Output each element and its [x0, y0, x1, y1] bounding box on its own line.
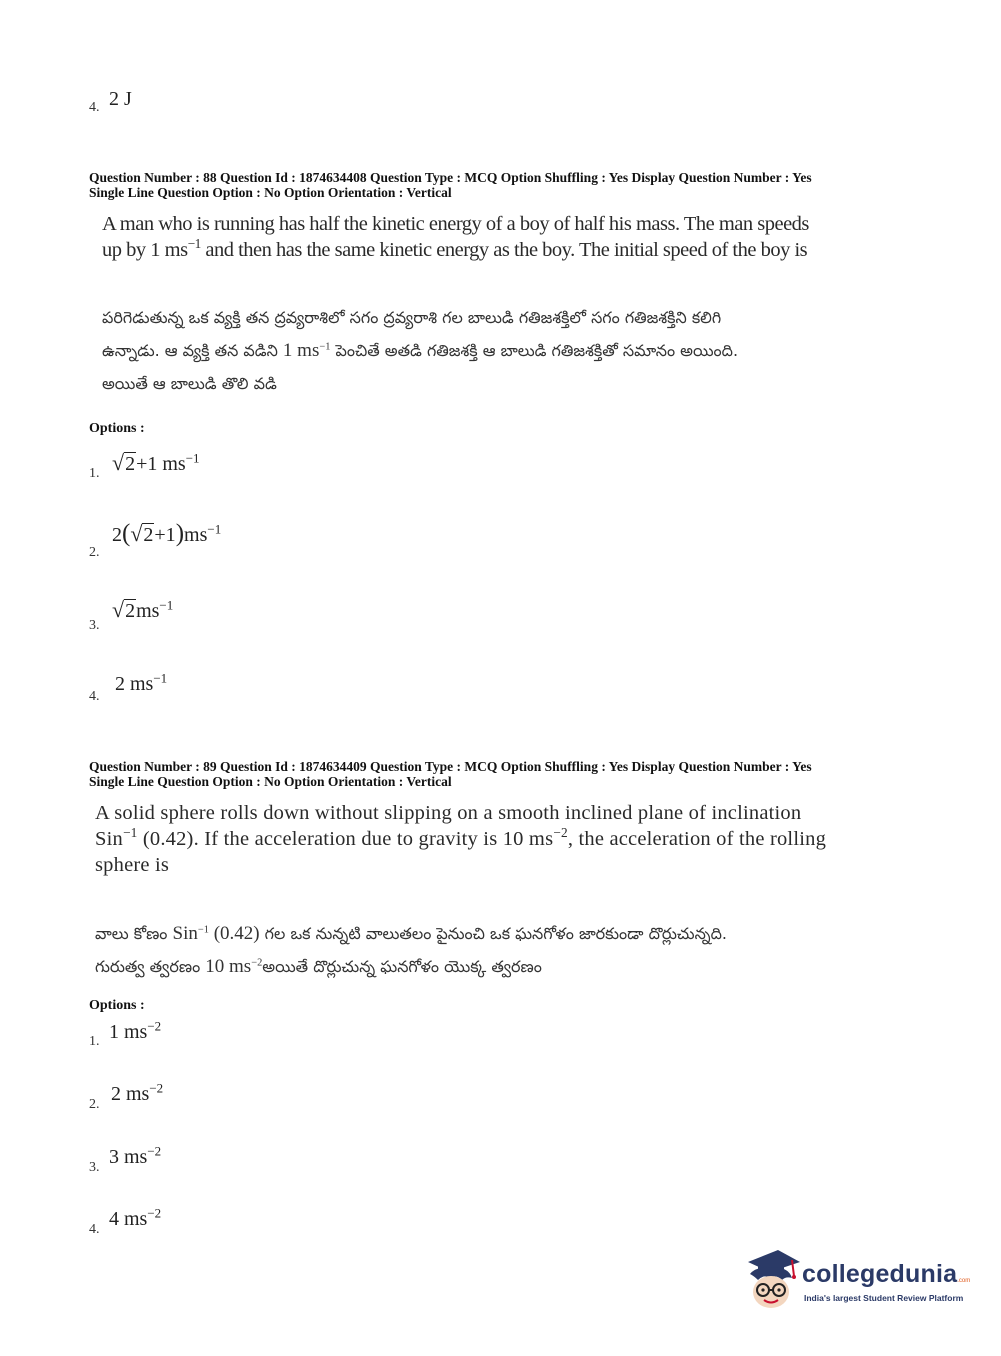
question-line: Sin$^{-1}$ (0.42). If the acceleration due to gravity is 10 $ms^{-2}$, the acceleration of the rolling — [95, 825, 827, 850]
option-number: 1. — [89, 1034, 100, 1049]
question-line: A solid sphere rolls down without slipping on a smooth inclined plane of inclination — [95, 802, 802, 824]
question-line: sphere is — [95, 854, 170, 876]
option-text: 1 $ms^{-2}$ — [109, 1018, 162, 1043]
option-number: 2. — [89, 1097, 100, 1112]
option-text: $√2ms^{-1}$ — [112, 597, 174, 622]
option-number: 3. — [89, 618, 100, 633]
option-number: 3. — [89, 1160, 100, 1175]
option-text: $2(√2+1)ms^{-1}$ — [112, 520, 222, 547]
collegedunia-logo — [742, 1248, 971, 1314]
question-line: ఉన్నాడు. ఆ వ్యక్తి తన వడిని 1 $ms^{-1}$ పెంచితే అతడి గతిజశక్తి ఆ బాలుడి గతిజశక్తితో సమానం అయింది. — [102, 340, 739, 361]
question-line: A man who is running has half the kinetic energy of a boy of half his mass. The man speeds — [102, 213, 809, 235]
question-meta-line-1: Question Number : 89 Question Id : 1874634409 Question Type : MCQ Option Shuffling : Yes Display Question Number : Yes — [89, 759, 812, 774]
option-text: √2+1 $ms^{-1}$ — [112, 450, 200, 475]
option-text: 2 J — [109, 88, 132, 110]
options-label: Options : — [89, 421, 145, 436]
sqrt-symbol: √2 — [112, 597, 136, 622]
question-line: గురుత్వ త్వరణం 10 $ms^{-2}అయితే$ దొర్లుచున్న ఘనగోళం యొక్క త్వరణం — [95, 956, 542, 977]
option-number: 2. — [89, 545, 100, 560]
question-text-telugu — [102, 301, 738, 400]
option-number: 1. — [89, 466, 100, 481]
question-line: అయితే ఆ బాలుడి తొలి వడి — [102, 374, 277, 393]
options-label: Options : — [89, 998, 145, 1013]
question-line: up by 1 $ms^{-1}$ and then has the same kinetic energy as the boy. The initial speed of the boy is — [102, 236, 808, 261]
option-text: 3 $ms^{-2}$ — [109, 1143, 162, 1168]
question-text-english — [102, 211, 809, 263]
mascot-icon — [742, 1248, 802, 1314]
sqrt-symbol: √2 — [130, 521, 154, 546]
option-text: 2 $ms^{-1}$ — [115, 670, 168, 695]
logo-wordmark: collegedunia.com — [802, 1260, 971, 1288]
question-meta-line-1: Question Number : 88 Question Id : 1874634408 Question Type : MCQ Option Shuffling : Yes Display Question Number : Yes — [89, 170, 812, 185]
option-number: 4. — [89, 689, 100, 704]
logo-tagline: India's largest Student Review Platform — [804, 1293, 964, 1303]
question-meta-line-2: Single Line Question Option : No Option Orientation : Vertical — [89, 774, 452, 789]
question-text-english — [95, 800, 875, 878]
question-meta-line-2: Single Line Question Option : No Option Orientation : Vertical — [89, 185, 452, 200]
question-line: వాలు కోణం Sin$^{-1}$ (0.42) గల ఒక నున్నటి వాలుతలం పైనుంచి ఒక ఘనగోళం జారకుండా దొర్లుచున్నది. — [95, 923, 727, 944]
option-number: 4. — [89, 1222, 100, 1237]
option-number: 4. — [89, 100, 100, 115]
question-line: పరిగెడుతున్న ఒక వ్యక్తి తన ద్రవ్యరాశిలో సగం ద్రవ్యరాశి గల బాలుడి గతిజశక్తిలో సగం గతిజశక్తిని కలిగి — [102, 308, 722, 327]
option-text: 4 $ms^{-2}$ — [109, 1205, 162, 1230]
question-text-telugu — [95, 917, 727, 983]
option-text: 2 $ms^{-2}$ — [111, 1080, 164, 1105]
sqrt-symbol: √2 — [112, 450, 136, 475]
